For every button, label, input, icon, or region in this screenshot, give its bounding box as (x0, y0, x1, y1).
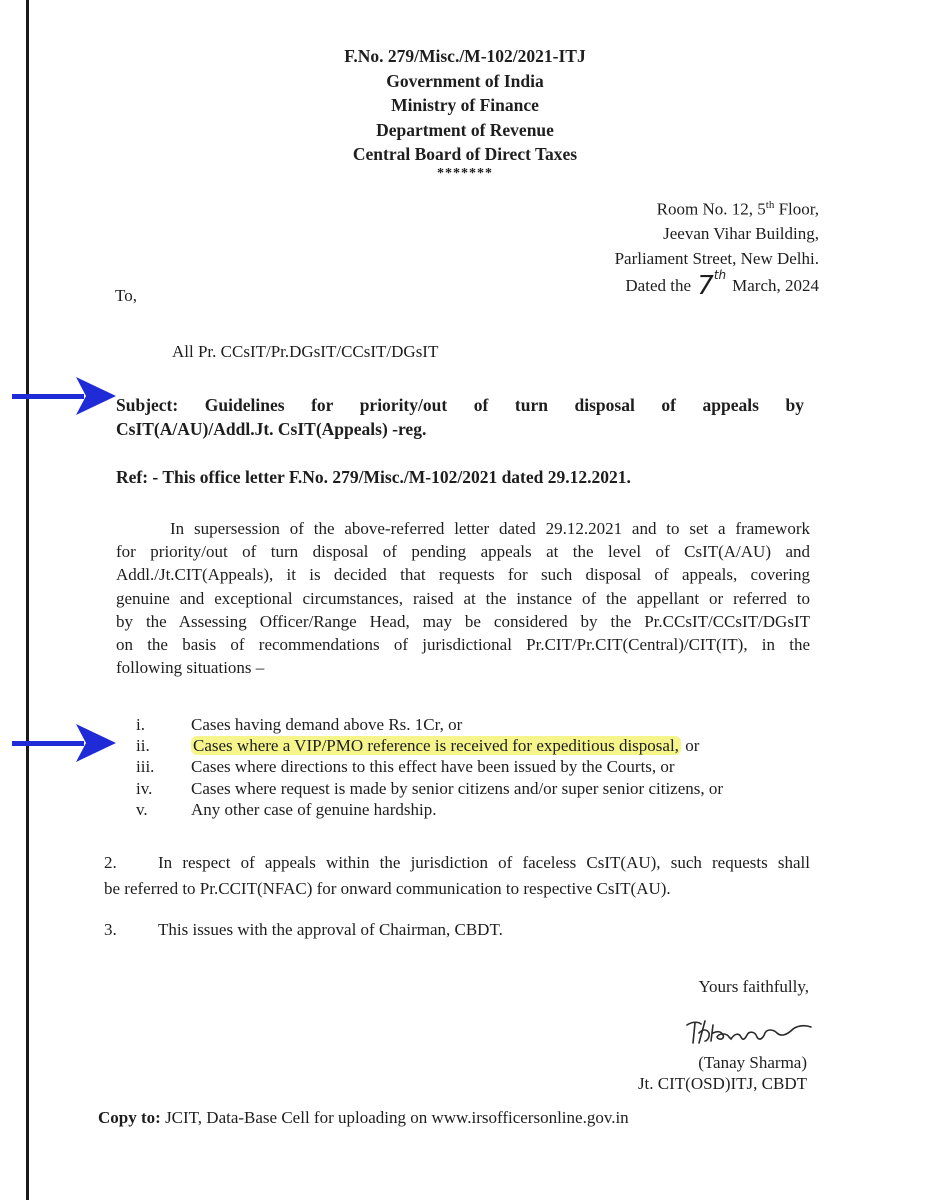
salutation-to: To, (115, 286, 137, 305)
subject-line-1: Subject: Guidelines for priority/out of turn disposal of appeals by (116, 395, 804, 415)
street-line: Parliament Street, New Delhi. (614, 248, 819, 268)
list-item-number: v. (136, 800, 148, 819)
paragraph-3: 3. This issues with the approval of Chairman, CBDT. (104, 920, 503, 939)
ministry-line: Ministry of Finance (391, 95, 539, 115)
list-item-text: Cases having demand above Rs. 1Cr, or (191, 715, 463, 734)
highlighted-text: Cases where a VIP/PMO reference is received for expeditious disposal, (193, 736, 679, 755)
signatory-designation: Jt. CIT(OSD)ITJ, CBDT (637, 1074, 807, 1093)
para1-line: following situations – (116, 658, 265, 678)
handwritten-day: 7 (697, 271, 714, 302)
para1-line: by the Assessing Officer/Range Head, may be considered by the Pr.CCsIT/CCsIT/DGsIT (116, 611, 810, 631)
para1-line: for priority/out of turn disposal of pending appeals at the level of CsIT(A/AU) and (116, 542, 810, 562)
para1-line: genuine and exceptional circumstances, raised at the instance of the appellant or referred to (116, 588, 810, 608)
scan-edge-border (26, 0, 29, 1200)
file-number: F.No. 279/Misc./M-102/2021-ITJ (344, 46, 586, 66)
para1-line: In supersession of the above-referred letter dated 29.12.2021 and to set a framework (170, 519, 810, 538)
government-line: Government of India (386, 70, 544, 91)
para3-number: 3. (104, 920, 117, 939)
closing-salutation: Yours faithfully, (698, 977, 809, 996)
copy-to-line (98, 1108, 629, 1128)
list-item-number: iii. (136, 757, 155, 776)
list-item-text-highlighted: Cases where a VIP/PMO reference is received for expeditious disposal, or (193, 736, 700, 755)
list-item-text: Any other case of genuine hardship. (191, 800, 437, 819)
date-line: Dated the 7thMarch, 2024 (625, 268, 819, 302)
para2-line-2: be referred to Pr.CCIT(NFAC) for onward communication to respective CsIT(AU). (104, 879, 671, 898)
list-item-text: Cases where directions to this effect have been issued by the Courts, or (191, 757, 675, 776)
signatory-block (638, 1052, 807, 1094)
building-line: Jeevan Vihar Building, (663, 224, 819, 244)
signatory-name: (Tanay Sharma) (698, 1053, 807, 1072)
subject-line-2: CsIT(A/AU)/Addl.Jt. CsIT(Appeals) -reg. (116, 419, 427, 439)
handwritten-signature (683, 1015, 813, 1047)
para1-line: Addl./Jt.CIT(Appeals), it is decided that requests for such disposal of appeals, covering (116, 565, 810, 585)
department-line: Department of Revenue (376, 119, 554, 140)
arrow-right-icon (12, 722, 116, 766)
separator-stars: ******* (437, 165, 493, 181)
room-line: Room No. 12, 5th Floor, (656, 199, 819, 219)
arrow-right-icon (12, 375, 116, 419)
paragraph-1 (116, 517, 810, 679)
list-item-number: ii. (136, 736, 150, 755)
list-item-number: iv. (136, 779, 153, 798)
board-line: Central Board of Direct Taxes (352, 144, 578, 164)
addressee: All Pr. CCsIT/Pr.DGsIT/CCsIT/DGsIT (172, 342, 439, 361)
para1-line: on the basis of recommendations of jurisdictional Pr.CIT/Pr.CIT(Central)/CIT(IT), in the (116, 635, 810, 655)
paragraph-2 (104, 850, 810, 902)
address-block (615, 193, 819, 300)
para2-line-1: 2. In respect of appeals within the jurisdiction of faceless CsIT(AU), such requests shall (104, 850, 810, 876)
copy-to-label: Copy to: (98, 1108, 161, 1127)
letterhead (250, 44, 680, 181)
para2-number: 2. (104, 853, 117, 872)
handwritten-day-suffix: th (713, 268, 727, 283)
list-item-number: i. (136, 715, 145, 734)
reference-line: Ref: - This office letter F.No. 279/Misc./M-102/2021 dated 29.12.2021. (116, 467, 631, 487)
list-item-text: Cases where request is made by senior citizens and/or super senior citizens, or (191, 779, 724, 798)
copy-to-text: JCIT, Data-Base Cell for uploading on www.irsofficersonline.gov.in (160, 1108, 629, 1127)
subject-block (116, 393, 804, 441)
